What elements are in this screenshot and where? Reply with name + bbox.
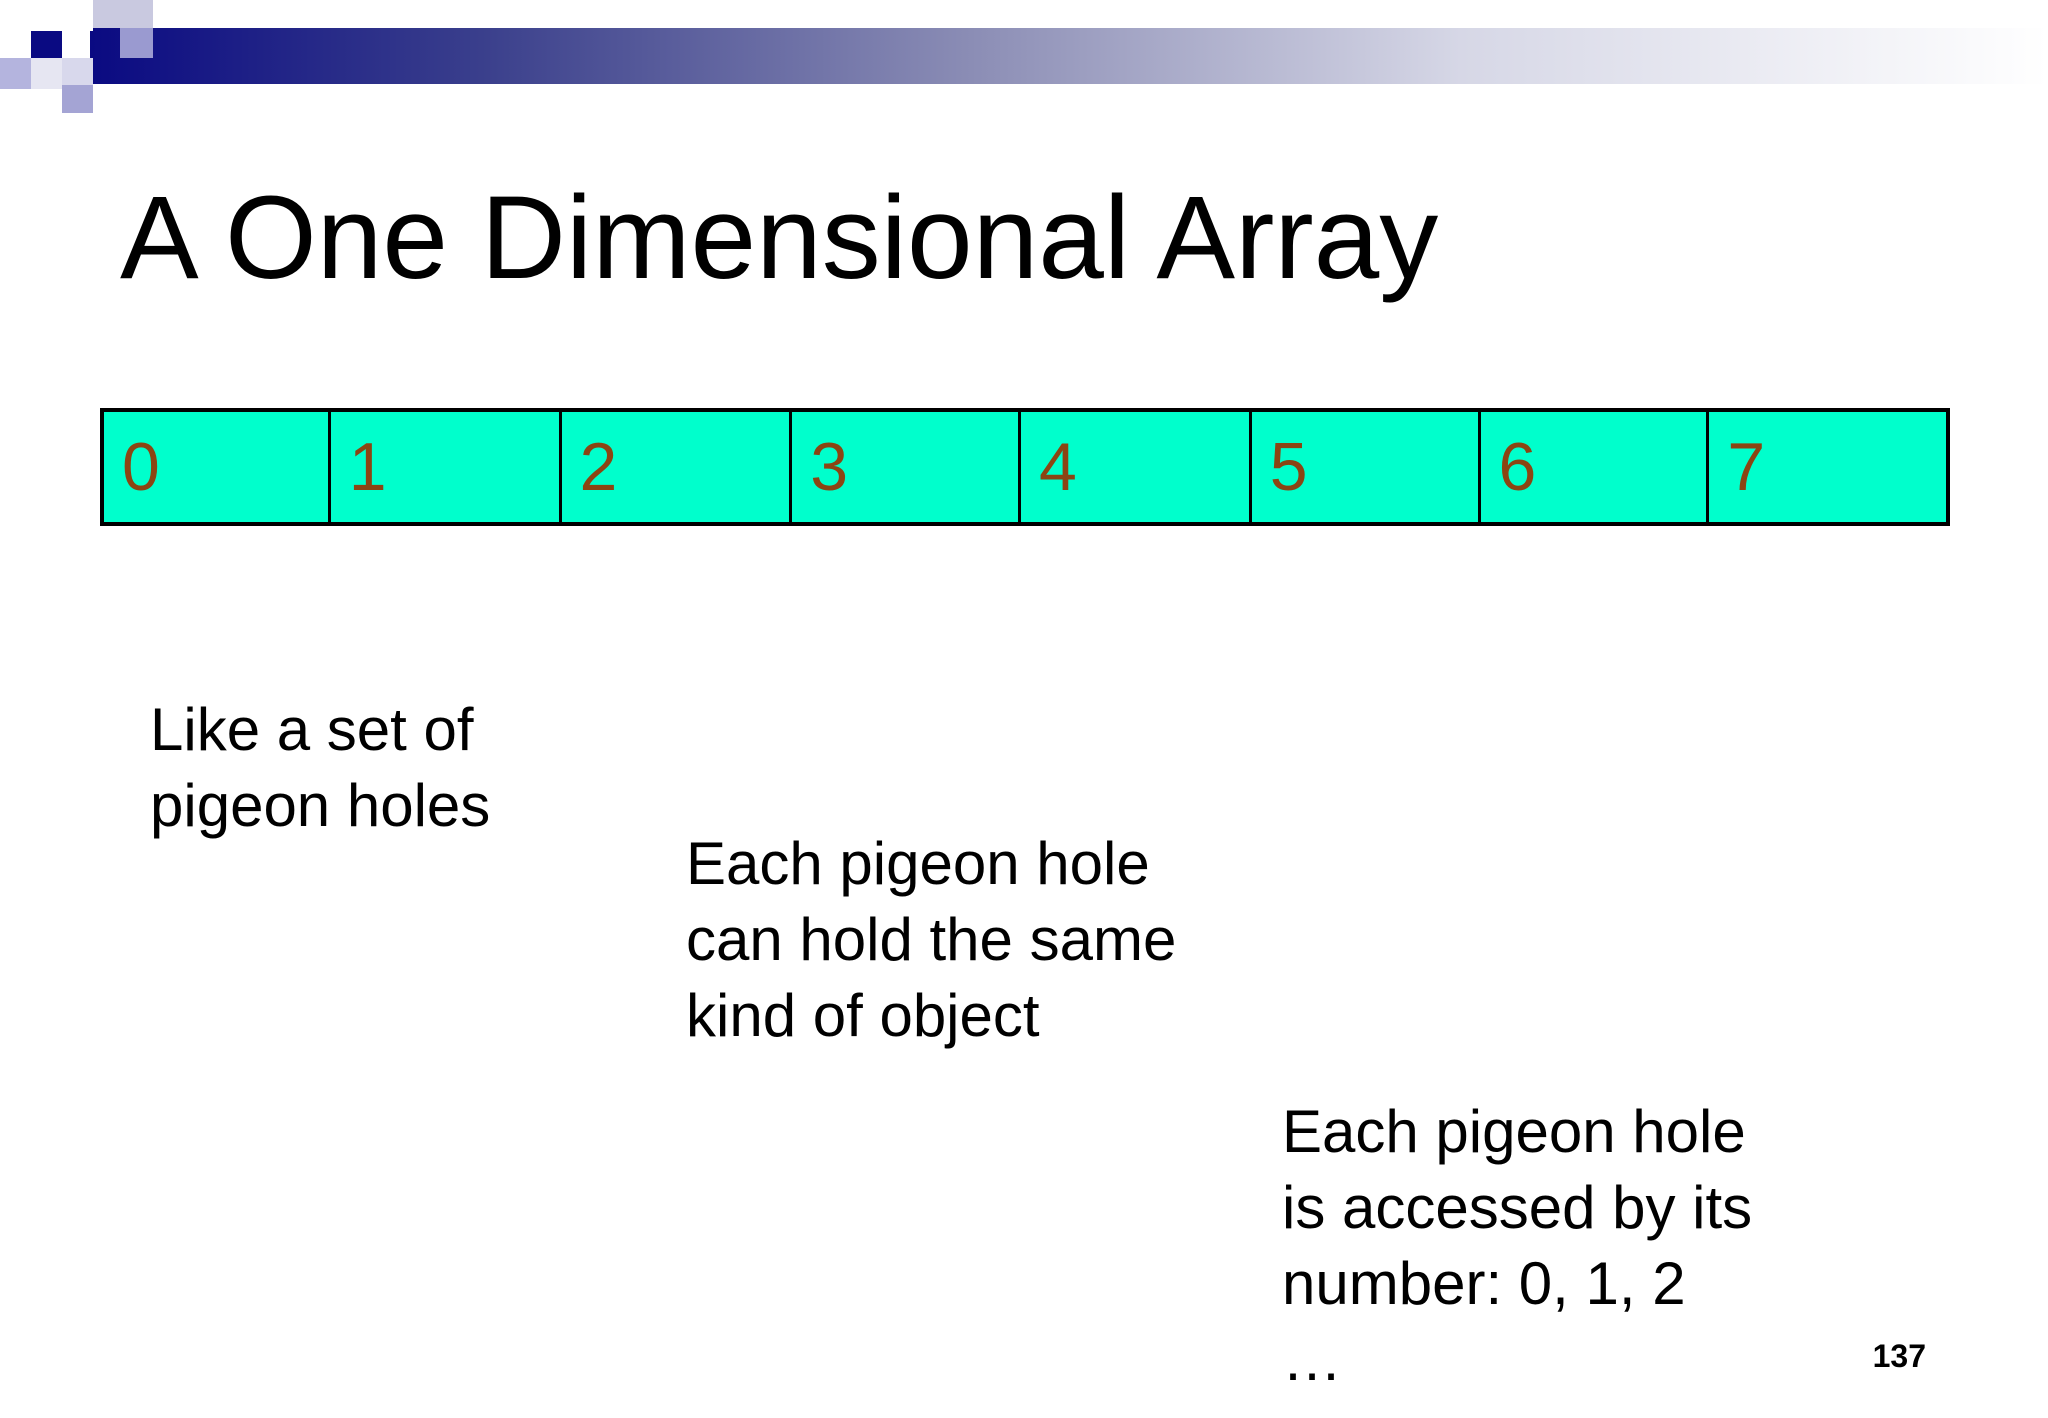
array-cell: 0 [104, 412, 331, 522]
header-square [62, 0, 93, 31]
header-square [120, 28, 153, 58]
note-line: … [1282, 1326, 1342, 1393]
note-line: is accessed by its [1282, 1174, 1753, 1241]
header-gradient-band [90, 28, 2048, 84]
note-line: number: 0, 1, 2 [1282, 1250, 1686, 1317]
note-line: pigeon holes [150, 772, 491, 839]
note-accessed-by-number [1282, 1094, 1752, 1398]
note-pigeon-holes [150, 692, 490, 844]
note-line: kind of object [686, 982, 1040, 1049]
array-cell: 7 [1727, 429, 1766, 505]
slide-title: A One Dimensional Array [120, 172, 1439, 304]
header-square [93, 0, 153, 28]
note-line: Like a set of [150, 696, 474, 763]
header-square [62, 85, 93, 113]
header-square [0, 58, 31, 89]
note-same-kind [686, 826, 1176, 1054]
header-square [31, 58, 62, 89]
array-diagram [100, 408, 1950, 526]
array-cell: 2 [562, 412, 793, 522]
page-number: 137 [1872, 1338, 1926, 1374]
header-square [0, 0, 31, 31]
note-line: Each pigeon hole [1282, 1098, 1746, 1165]
array-cell: 5 [1252, 412, 1481, 522]
note-line: Each pigeon hole [686, 830, 1150, 897]
array-cell: 4 [1021, 412, 1252, 522]
array-cell: 1 [331, 412, 562, 522]
array-cell: 3 [792, 412, 1021, 522]
note-line: can hold the same [686, 906, 1177, 973]
array-cell: 6 [1481, 412, 1710, 522]
